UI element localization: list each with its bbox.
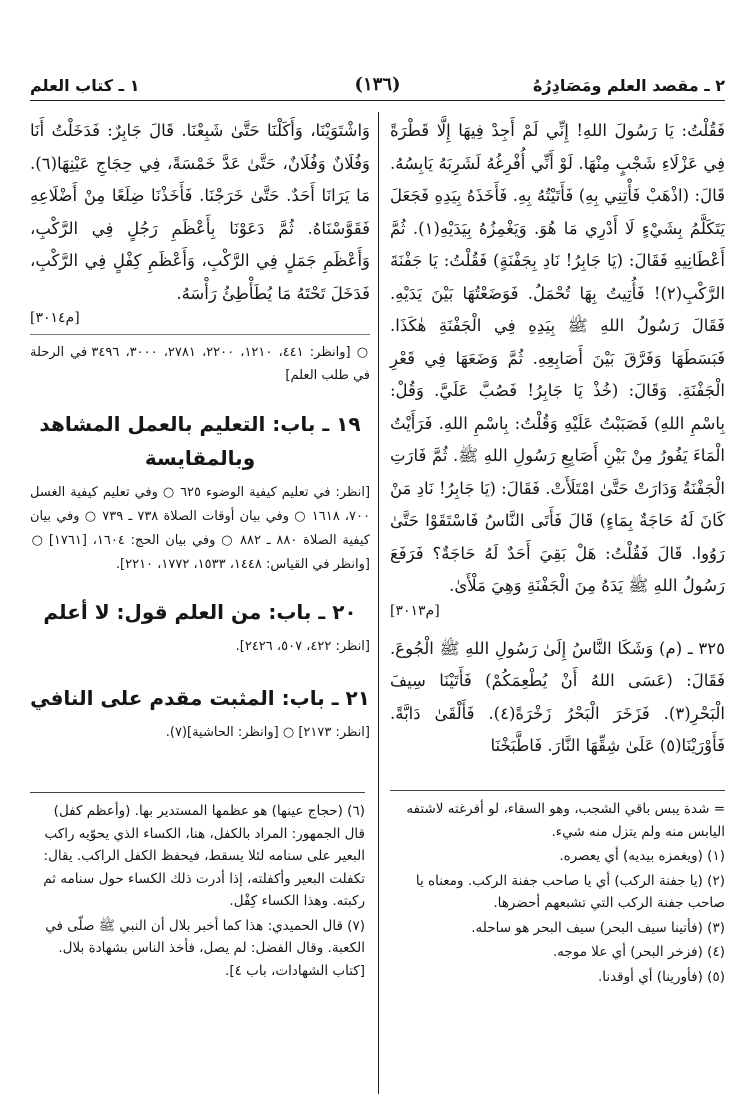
footnote-divider-left [30,792,365,793]
hadith-324-citation: [م٣٠١٣] [390,602,440,619]
footnotes-left [30,800,365,984]
page-header [30,68,725,101]
footnote-divider-right [390,790,725,791]
header-section-title: ٢ ـ مقصد العلم ومَصَادِرُهُ [532,76,725,95]
header-book-title: ١ ـ كتاب العلم [30,76,140,95]
footnote-continuation: = شدة يبس باقي الشجب، وهو السقاء، لو أفرغته لاشتفه اليابس منه ولم يتزل منه شيء. [406,801,725,840]
chapter-19-references: [انظر: في تعليم كيفية الوضوء ٦٢٥ ○ وفي تعليم كيفية الغسل ٧٠٠، ١٦١٨ ○ وفي بيان أوقات الصلاة ٧٣٨ ـ ٧٣٩ ○ وفي بيان كيفية الصلاة ٨٨٠ ـ ٨٨٢ ○ وفي بيان الحج: ١٦٠٤، [١٧٦١] ○ [وانظر في القياس: ١٤٤٨، ١٥٣٣، ١٧٧٢، ٢٢١٠]. [30,485,371,572]
hadith-325-continuation: وَاشْتَوَيْنَا، وَأَكَلْنَا حَتَّىٰ شَبِعْنَا. قَالَ جَابِرٌ: فَدَخَلْتُ أَنَا وَفُلَانٌ وَفُلَانٌ، حَتَّىٰ عَدَّ خَمْسَةً، فِي حِجَاجِ عَيْنِهَا(٦). مَا يَرَانَا أَحَدٌ. حَتَّىٰ خَرَجْنَا. فَأَخَذْنَا ضِلَعًا مِنْ أَضْلَاعِهِ فَقَوَّسْنَاهُ. ثُمَّ دَعَوْنَا بِأَعْظَمِ رَجُلٍ فِي الرَّكْبِ، وَأَعْظَمِ جَمَلٍ فِي الرَّكْبِ، وَأَعْظَمِ كِفْلٍ فِي الرَّكْبِ، فَدَخَلَ تَحْتَهُ مَا يُطَأْطِئُ رَأْسَهُ. [30,121,370,303]
hadith-325-text: ٣٢٥ ـ (م) وَشَكَا النَّاسُ إِلَىٰ رَسُولِ اللهِ ﷺ الْجُوعَ. فَقَالَ: (عَسَى اللهُ أَنْ يُطْعِمَكُمْ) فَأَتَيْنَا سِيفَ الْبَحْرِ(٣). فَزَخَرَ الْبَحْرُ زَخْرَةً(٤). فَأَلْقَىٰ دَابَّةً. فَأَوْرَيْنَا(٥) عَلَىٰ شِقِّهَا النَّارَ. فَاطَّبَخْنَا [390,638,725,755]
footnote-7: (٧) قال الحميدي: هذا كما أخبر بلال أن النبي ﷺ صلّى في الكعبة. وقال الفضل: لم يصل، فأخذ الناس بشهادة بلال. [كتاب الشهادات، باب ٤]. [45,917,365,979]
footnote-4: (٤) (فزخر البحر) أي علا موجه. [552,944,725,960]
chapter-21-heading: ٢١ ـ باب: المثبت مقدم على النافي [30,686,370,710]
right-column [390,115,725,763]
cross-references: ○ [وانظر: ٤٤١، ١٢١٠، ٢٢٠٠، ٢٧٨١، ٣٠٠٠، ٣٤٩٦ في الرحلة في طلب العلم] [30,334,370,387]
chapter-20-heading: ٢٠ ـ باب: من العلم قول: لا أعلم [43,600,357,624]
left-column [30,115,370,745]
footnote-3: (٣) (فأتينا سيف البحر) سيف البحر هو ساحله. [471,919,725,936]
chapter-21-references: [انظر: ٢١٧٣] ○ [وانظر: الحاشية](٧). [165,725,370,740]
hadith-325-citation: [م٣٠١٤] [30,310,80,326]
footnote-6: (٦) (حجاج عينها) هو عظمها المستدير بها. (وأعظم كفل) قال الجمهور: المراد بالكفل، هنا، الكساء الذي يحوّيه راكب البعير على سنامه لئلا يسقط، فيحفظ الكفل الراكب. يقال: تكفلت البعير وأكفلته، إذا أدرت ذلك الكساء حول سنامه ثم ركبته. وهذا الكساء كِفْل. [43,803,365,909]
footnote-5: (٥) (فأورينا) أي أوقدنا. [597,968,725,985]
page-number: (١٣٦) [354,74,401,95]
hadith-324-text: فَقُلْتُ: يَا رَسُولَ اللهِ! إِنِّي لَمْ أَجِدْ فِيهَا إِلَّا قَطْرَةً فِي عَزْلَاءِ شَجْبٍ مِنْهَا. لَوْ أَنِّي أُفْرِغُهُ لَشَرِبَهُ يَابِسُهُ. قَالَ: (اذْهَبْ فَأْتِنِي بِهِ) فَأَتَيْتُهُ بِهِ. فَأَخَذَهُ بِيَدِهِ فَجَعَلَ يَتَكَلَّمُ بِشَيْءٍ لَا أَدْرِي مَا هُوَ. وَيَغْمِزُهُ بِيَدَيْهِ(١). ثُمَّ أَعْطَانِيهِ فَقَالَ: (يَا جَابِرُ! نَادِ بِجَفْنَةٍ) فَقُلْتُ: يَا جَفْنَةَ الرَّكْبِ(٢)! فَأُتِيتُ بِهَا تُحْمَلُ. فَوَضَعْتُهَا بَيْنَ يَدَيْهِ. فَقَالَ رَسُولُ اللهِ ﷺ بِيَدِهِ فِي الْجَفْنَةِ هٰكَذَا. فَبَسَطَهَا وَفَرَّقَ بَيْنَ أَصَابِعِهِ. ثُمَّ وَضَعَهَا فِي قَعْرِ الْجَفْنَةِ. وَقَالَ: (خُذْ يَا جَابِرُ! فَصُبَّ عَلَيَّ. وَقُلْ: بِاسْمِ اللهِ) فَصَبَبْتُ عَلَيْهِ وَقُلْتُ: بِاسْمِ اللهِ. فَرَأَيْتُ الْمَاءَ يَفُورُ مِنْ بَيْنِ أَصَابِعِ رَسُولِ اللهِ ﷺ. ثُمَّ فَارَتِ الْجَفْنَةُ وَدَارَتْ حَتَّىٰ امْتَلَأَتْ. فَقَالَ: (يَا جَابِرُ! نَادِ مَنْ كَانَ لَهُ حَاجَةٌ بِمَاءٍ) قَالَ فَأَتَى النَّاسُ فَاسْتَقَوْا حَتَّىٰ رَوُوا. قَالَ فَقُلْتُ: هَلْ بَقِيَ أَحَدٌ لَهُ حَاجَةٌ؟ فَرَفَعَ رَسُولُ اللهِ ﷺ يَدَهُ مِنَ الْجَفْنَةِ وَهِيَ مَلْأَىٰ. [390,121,725,595]
footnotes-right [390,798,725,990]
footnote-1: (١) (ويغمزه بيديه) أي يعصره. [559,848,725,864]
column-divider [378,112,379,1094]
chapter-19-heading: ١٩ ـ باب: التعليم بالعمل المشاهد وبالمقايسة [39,412,361,470]
footnote-2: (٢) (يا جفنة الركب) أي يا صاحب جفنة الركب. ومعناه يا صاحب جفنة الركب التي تشبعهم أحضرها. [415,872,725,911]
chapter-20-references: [انظر: ٤٢٢، ٥٠٧، ٢٤٢٦]. [235,639,370,654]
